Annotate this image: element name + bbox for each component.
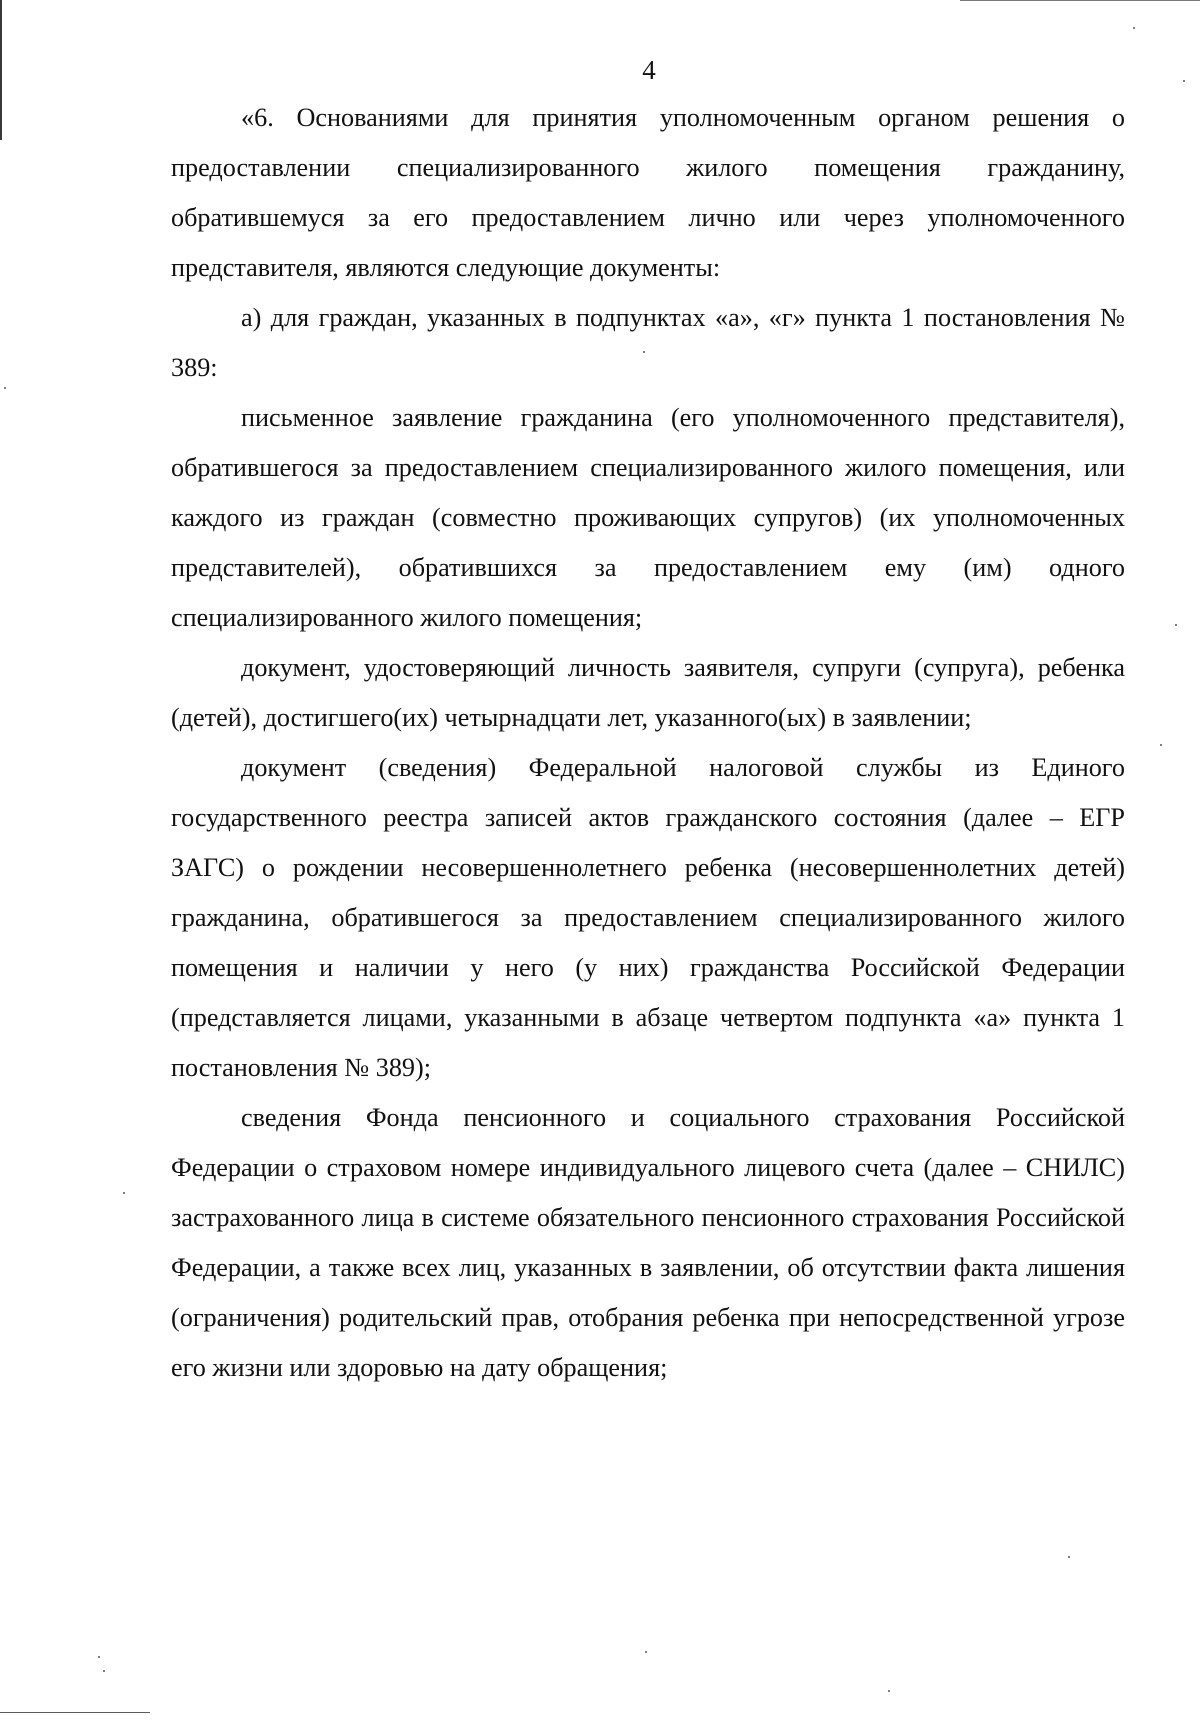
scan-edge-top [960, 0, 1200, 1]
scan-speck [1133, 27, 1135, 29]
paragraph-identity-document: документ, удостоверяющий личность заявителя, супруги (супруга), ребенка (детей), достигшего(их) четырнадцати лет, указанного(ых) в заявлении; [171, 653, 1125, 732]
scan-speck [98, 1656, 100, 1658]
scan-speck [1068, 1556, 1070, 1558]
page-number: 4 [642, 55, 656, 85]
scan-speck [103, 1670, 105, 1672]
scan-speck [123, 1192, 125, 1194]
scan-edge-bottom [0, 1712, 150, 1713]
scan-speck [888, 1690, 890, 1692]
paragraph-grounds: «6. Основаниями для принятия уполномоченным органом решения о предоставлении специализированного жилого помещения гражданину, обратившемуся за его предоставлением лично или через уполномоченного представителя, являются следующие документы: [171, 103, 1125, 282]
document-body [171, 93, 1125, 1393]
paragraph-subitem-a: а) для граждан, указанных в подпунктах «а», «г» пункта 1 постановления № 389: [171, 303, 1125, 382]
paragraph-written-application: письменное заявление гражданина (его уполномоченного представителя), обратившегося за предоставлением специализированного жилого помещения, или каждого из граждан (совместно проживающих супругов) (их уполномоченных представителей), обратившихся за предоставлением ему (им) одного специализированного жилого помещения; [171, 403, 1125, 632]
scan-speck [1175, 624, 1177, 626]
paragraph-tax-service-document: документ (сведения) Федеральной налоговой службы из Единого государственного реестра записей актов гражданского состояния (далее – ЕГР ЗАГС) о рождении несовершеннолетнего ребенка (несовершеннолетних детей) гражданина, обратившегося за предоставлением специализированного жилого помещения и наличии у него (у них) гражданства Российской Федерации (представляется лицами, указанными в абзаце четвертом подпункта «а» пункта 1 постановления № 389); [171, 753, 1125, 1082]
scan-speck [1160, 744, 1162, 746]
paragraph-pension-fund-info: сведения Фонда пенсионного и социального страхования Российской Федерации о страховом номере индивидуального лицевого счета (далее – СНИЛС) застрахованного лица в системе обязательного пенсионного страхования Российской Федерации, а также всех лиц, указанных в заявлении, об отсутствии факта лишения (ограничения) родительский прав, отобрания ребенка при непосредственной угрозе его жизни или здоровью на дату обращения; [171, 1103, 1125, 1382]
scan-speck [4, 387, 6, 389]
scan-speck [645, 1651, 647, 1653]
